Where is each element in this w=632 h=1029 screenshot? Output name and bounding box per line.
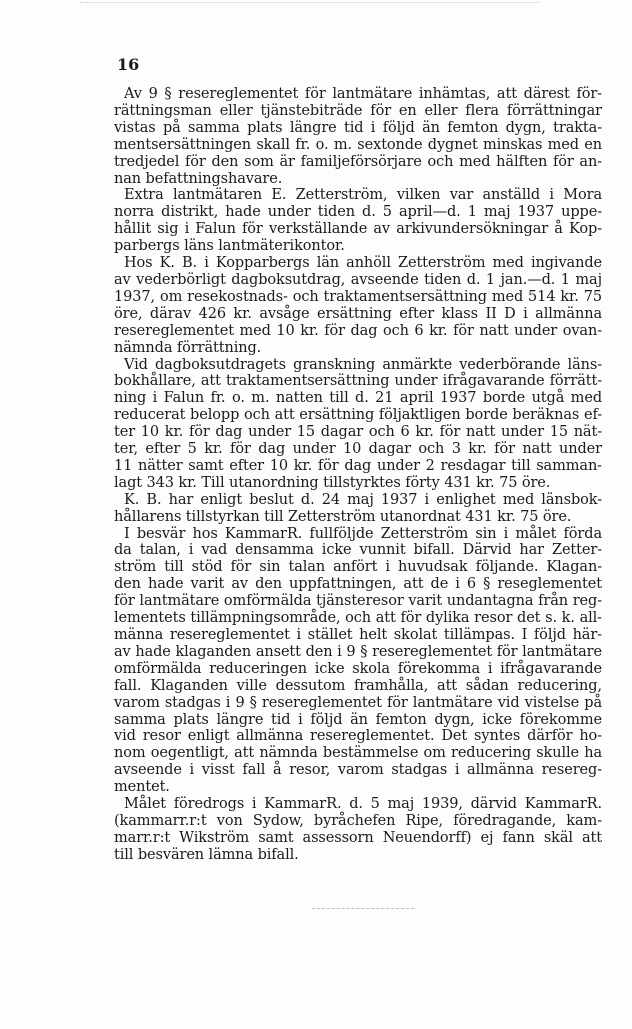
text-line: bokhållare, att traktamentsersättning under ifrågavarande förrätt- (114, 373, 602, 390)
text-line: resereglementet med 10 kr. för dag och 6 kr. för natt under ovan- (114, 322, 602, 339)
text-line: Hos K. B. i Kopparbergs län anhöll Zetterström med ingivande (124, 255, 602, 272)
text-line: till besvären lämna bifall. (114, 846, 299, 863)
text-line: av vederbörligt dagboksutdrag, avseende tiden d. 1 jan.—d. 1 maj (114, 271, 602, 288)
text-line: Målet föredrogs i KammarR. d. 5 maj 1939, därvid KammarR. (124, 796, 602, 813)
text-line: Vid dagboksutdragets granskning anmärkte vederbörande läns- (124, 356, 602, 373)
text-line: ström till stöd för sin talan anfört i huvudsak följande. Klagan- (114, 559, 602, 576)
text-line: lementets tillämpningsområde, och att för dylika resor det s. k. all- (114, 610, 602, 627)
text-line: rättningsman eller tjänstebiträde för en eller flera förrättningar (114, 102, 602, 119)
text-line: hållit sig i Falun för verkställande av arkivundersökningar å Kop- (114, 221, 602, 238)
text-line: vid resor enligt allmänna resereglementet. Det syntes därför ho- (114, 728, 602, 745)
text-line: I besvär hos KammarR. fullföljde Zetterström sin i målet förda (124, 525, 602, 542)
text-line: för lantmätare omförmälda tjänsteresor varit undantagna från reg- (114, 593, 602, 610)
text-line: öre, därav 426 kr. avsåge ersättning efter klass II D i allmänna (114, 305, 602, 322)
text-line: Extra lantmätaren E. Zetterström, vilken var anställd i Mora (124, 187, 602, 204)
text-line: reducerat belopp och att ersättning följaktligen borde beräknas ef- (114, 407, 602, 424)
footer-rule (312, 908, 414, 909)
text-line: nan befattningshavare. (114, 170, 283, 187)
text-line: den hade varit av den uppfattningen, att de i 6 § reseglementet (114, 576, 602, 593)
top-scan-edge (80, 2, 540, 4)
text-line: fall. Klaganden ville dessutom framhålla, att sådan reducering, (114, 677, 602, 694)
text-line: ning i Falun fr. o. m. natten till d. 21 april 1937 borde utgå med (114, 390, 602, 407)
text-line: samma plats längre tid i följd än femton dygn, icke förekomme (114, 711, 602, 728)
text-line: av hade klaganden ansett den i 9 § resereglementet för lantmätare (114, 643, 602, 660)
text-line: K. B. har enligt beslut d. 24 maj 1937 i enlighet med länsbok- (124, 491, 602, 508)
text-line: 1937, om resekostnads- och traktamentsersättning med 514 kr. 75 (114, 288, 602, 305)
text-line: mentet. (114, 779, 170, 796)
text-line: da talan, i vad densamma icke vunnit bifall. Därvid har Zetter- (114, 542, 602, 559)
text-line: parbergs läns lantmäterikontor. (114, 238, 345, 255)
text-line: 11 nätter samt efter 10 kr. för dag under 2 resdagar till samman- (114, 457, 602, 474)
text-line: mentsersättningen skall fr. o. m. sextonde dygnet minskas med en (114, 136, 602, 153)
text-line: nom oegentligt, att nämnda bestämmelse om reducering skulle ha (114, 745, 602, 762)
text-line: männa resereglementet i stället helt skolat tillämpas. I följd här- (114, 627, 602, 643)
text-line: nämnda förrättning. (114, 339, 262, 356)
text-line: vistas på samma plats längre tid i följd än femton dygn, trakta- (114, 119, 602, 136)
text-line: omförmälda reduceringen icke skola förekomma i ifrågavarande (114, 660, 602, 677)
text-line: Av 9 § resereglementet för lantmätare inhämtas, att därest för- (124, 86, 602, 102)
text-line: lagt 343 kr. Till utanordning tillstyrktes förty 431 kr. 75 öre. (114, 474, 551, 491)
text-line: marr.r:t Wikström samt assessorn Neuendorff) ej fann skäl att (114, 829, 602, 846)
page-number: 16 (117, 55, 140, 74)
text-line: (kammarr.r:t von Sydow, byråchefen Ripe, föredragande, kam- (114, 812, 602, 829)
text-line: avseende i visst fall å resor, varom stadgas i allmänna resereg- (114, 762, 602, 779)
text-line: norra distrikt, hade under tiden d. 5 april—d. 1 maj 1937 uppe- (114, 204, 602, 221)
text-line: hållarens tillstyrkan till Zetterström utanordnat 431 kr. 75 öre. (114, 508, 572, 525)
text-line: varom stadgas i 9 § resereglementet för lantmätare vid vistelse på (114, 694, 602, 711)
text-line: ter, efter 5 kr. för dag under 10 dagar och 3 kr. för natt under (114, 441, 602, 458)
text-line: tredjedel för den som är familjeförsörjare och med hälften för an- (114, 153, 602, 170)
body-text (114, 86, 602, 864)
text-line: ter 10 kr. för dag under 15 dagar och 6 kr. för natt under 15 nät- (114, 424, 602, 441)
